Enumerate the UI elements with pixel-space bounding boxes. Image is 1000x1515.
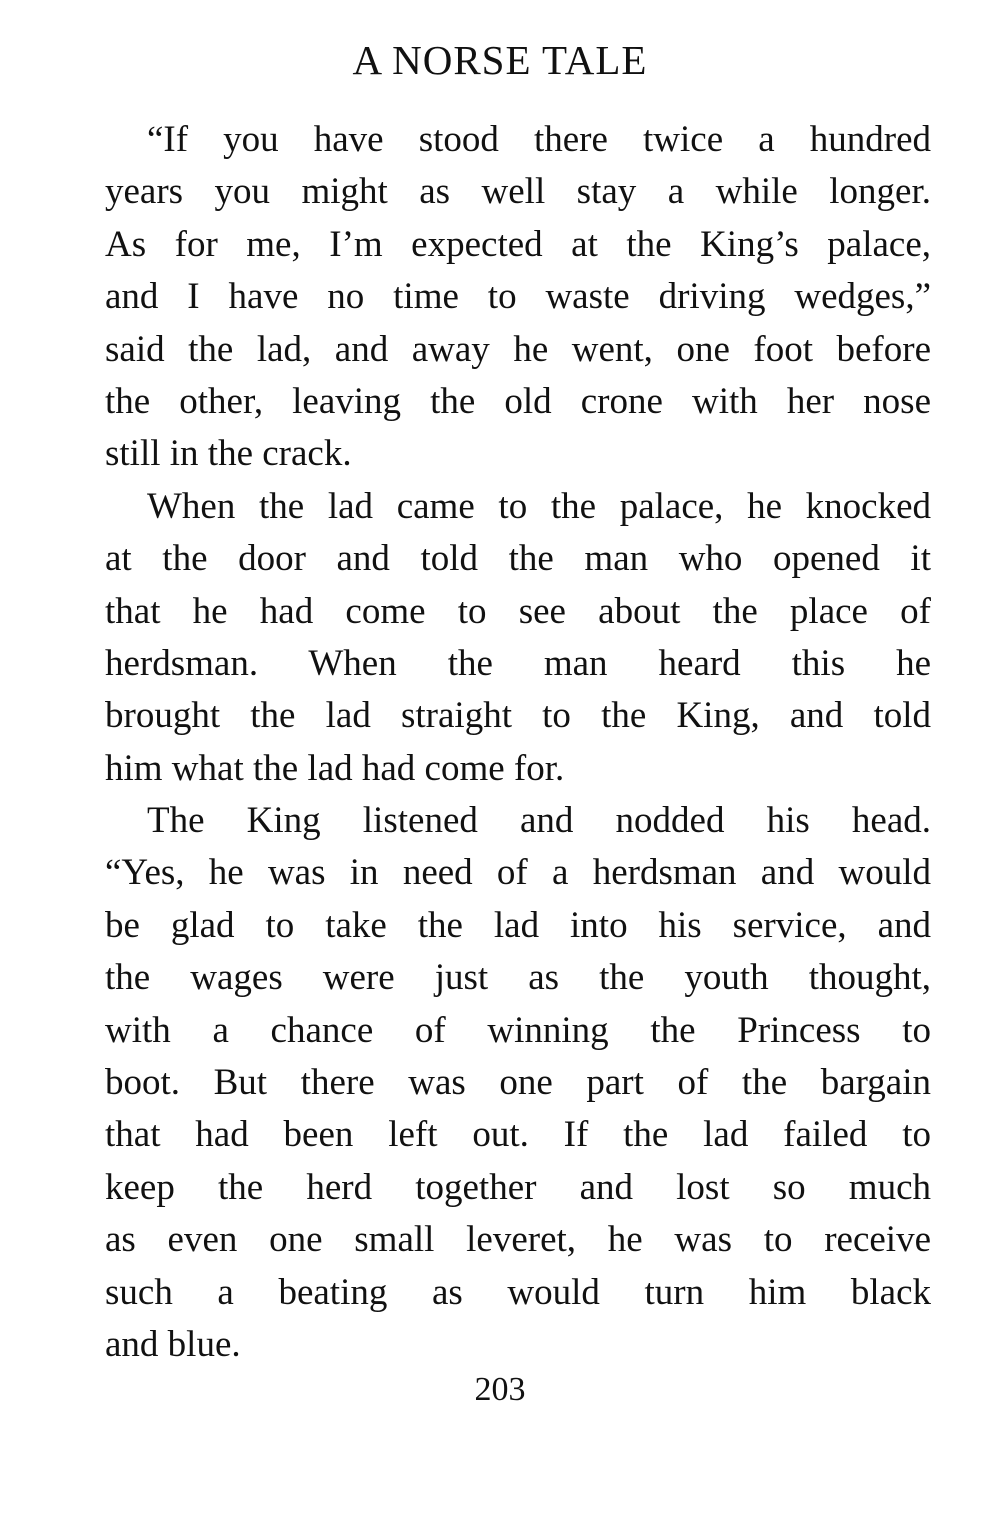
text-line: that he had come to see about the place of bbox=[105, 590, 931, 632]
text-line: keep the herd together and lost so much bbox=[105, 1166, 931, 1208]
text-line: and I have no time to waste driving wedges,” bbox=[105, 276, 931, 318]
text-line: the other, leaving the old crone with her nose bbox=[105, 380, 931, 422]
paragraph-1 bbox=[105, 114, 931, 481]
text-line: “Yes, he was in need of a herdsman and would bbox=[105, 852, 931, 894]
text-line: years you might as well stay a while longer. bbox=[105, 171, 931, 213]
text-line: such a beating as would turn him black bbox=[105, 1271, 931, 1313]
text-line: The King listened and nodded his head. bbox=[147, 800, 931, 842]
text-line: that had been left out. If the lad failed to bbox=[105, 1114, 931, 1156]
page-number: 203 bbox=[474, 1371, 526, 1408]
text-line: at the door and told the man who opened it bbox=[105, 538, 931, 580]
text-line: as even one small leveret, he was to receive bbox=[105, 1219, 931, 1261]
text-line: brought the lad straight to the King, and told bbox=[105, 695, 931, 737]
text-line: As for me, I’m expected at the King’s palace, bbox=[105, 223, 931, 265]
text-line: the wages were just as the youth thought, bbox=[105, 957, 931, 999]
text-line: still in the crack. bbox=[105, 433, 352, 475]
text-line: When the lad came to the palace, he knocked bbox=[147, 485, 931, 527]
paragraph-2 bbox=[105, 481, 931, 795]
text-line: herdsman. When the man heard this he bbox=[105, 642, 931, 684]
text-line: “If you have stood there twice a hundred bbox=[147, 119, 931, 160]
paragraph-3 bbox=[105, 795, 931, 1371]
text-line: said the lad, and away he went, one foot before bbox=[105, 328, 931, 370]
text-line: him what the lad had come for. bbox=[105, 747, 565, 789]
body-text bbox=[105, 114, 931, 1371]
text-line: boot. But there was one part of the bargain bbox=[105, 1062, 931, 1104]
text-line: be glad to take the lad into his service, and bbox=[105, 904, 931, 946]
text-line: and blue. bbox=[105, 1323, 241, 1365]
running-head: A NORSE TALE bbox=[352, 37, 648, 83]
text-line: with a chance of winning the Princess to bbox=[105, 1009, 931, 1051]
